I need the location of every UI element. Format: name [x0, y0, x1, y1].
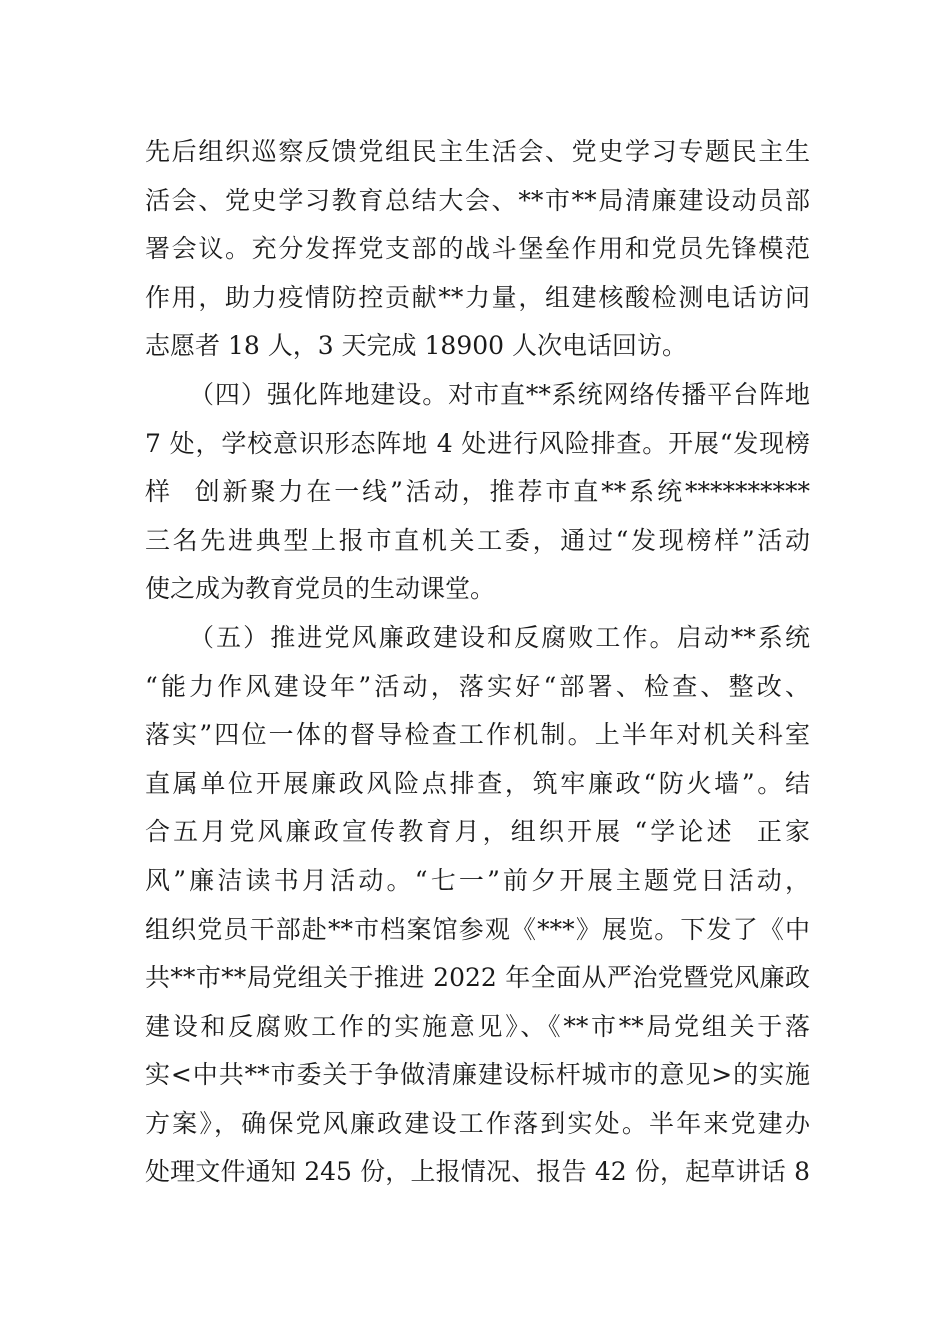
text-line: 志愿者 18 人，3 天完成 18900 人次电话回访。: [145, 331, 687, 361]
body-text: [145, 128, 810, 1197]
text-line: 建设和反腐败工作的实施意见》、《**市**局党组关于落: [145, 1011, 810, 1041]
text-line: 组织党员干部赴**市档案馆参观《***》展览。下发了《中: [145, 914, 810, 944]
text-line: 三名先进典型上报市直机关工委，通过“发现榜样”活动: [145, 525, 810, 555]
text-line: 使之成为教育党员的生动课堂。: [145, 574, 496, 604]
text-line: 合五月党风廉政宣传教育月，组织开展 “学论述 正家: [145, 817, 810, 847]
text-line: 7 处，学校意识形态阵地 4 处进行风险排查。开展“发现榜: [145, 428, 810, 458]
text-line: 直属单位开展廉政风险点排查，筑牢廉政“防火墙”。结: [145, 768, 810, 798]
text-line: 方案》，确保党风廉政建设工作落到实处。半年来党建办: [145, 1108, 810, 1138]
text-line: 风”廉洁读书月活动。“七一”前夕开展主题党日活动，: [145, 865, 810, 895]
text-line: 活会、党史学习教育总结大会、**市**局清廉建设动员部: [145, 185, 810, 215]
text-line: 实<中共**市委关于争做清廉建设标杆城市的意见>的实施: [145, 1060, 810, 1090]
text-line: 处理文件通知 245 份，上报情况、报告 42 份，起草讲话 8: [145, 1157, 810, 1187]
text-line: 署会议。充分发挥党支部的战斗堡垒作用和党员先锋模范: [145, 234, 810, 264]
text-line: 先后组织巡察反馈党组民主生活会、党史学习专题民主生: [145, 137, 810, 166]
text-line: “能力作风建设年”活动，落实好“部署、检查、整改、: [145, 671, 810, 701]
text-line: 样 创新聚力在一线”活动，推荐市直**系统**********: [145, 477, 810, 507]
text-line: 作用，助力疫情防控贡献**力量，组建核酸检测电话访问: [145, 282, 810, 312]
section-heading-line: （五）推进党风廉政建设和反腐败工作。启动**系统: [189, 622, 810, 652]
section-heading-line: （四）强化阵地建设。对市直**系统网络传播平台阵地: [189, 379, 810, 409]
text-line: 落实”四位一体的督导检查工作机制。上半年对机关科室: [145, 720, 810, 750]
text-line: 共**市**局党组关于推进 2022 年全面从严治党暨党风廉政: [145, 963, 810, 993]
